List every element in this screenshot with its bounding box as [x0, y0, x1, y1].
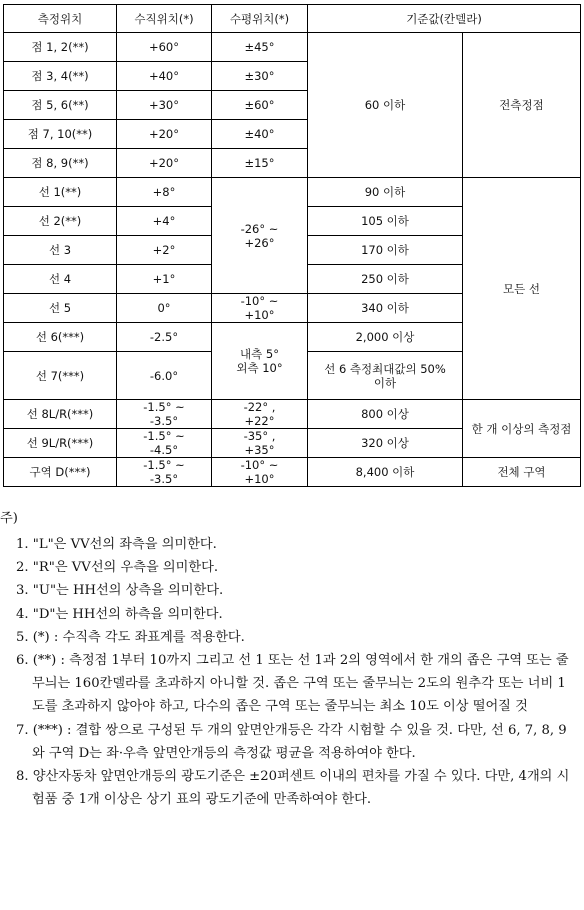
cell-v: +1°	[117, 265, 212, 294]
cell-v: +20°	[117, 149, 212, 178]
cell-v: +60°	[117, 33, 212, 62]
cell-pos: 선 2(**)	[4, 207, 117, 236]
photometric-table	[3, 4, 581, 487]
cell-inner-outer-h: 내측 5° 외측 10°	[212, 323, 308, 400]
note-item: 3. "U"는 HH선의 상측을 의미한다.	[16, 583, 224, 599]
cell-ref: 90 이하	[308, 178, 463, 207]
cell-ref: 170 이하	[308, 236, 463, 265]
cell-v: +4°	[117, 207, 212, 236]
cell-ref: 2,000 이상	[308, 323, 463, 352]
cell-points-ref: 60 이하	[308, 33, 463, 178]
header-position: 측정위치	[4, 5, 117, 33]
cell-lines-h: -26° ~ +26°	[212, 178, 308, 294]
header-horizontal: 수평위치(*)	[212, 5, 308, 33]
notes-title: 주)	[0, 511, 18, 526]
cell-pos: 점 1, 2(**)	[4, 33, 117, 62]
cell-ref: 105 이하	[308, 207, 463, 236]
cell-v: +20°	[117, 120, 212, 149]
cell-pos: 선 3	[4, 236, 117, 265]
cell-v: -6.0°	[117, 352, 212, 400]
cell-h: -10° ~ +10°	[212, 458, 308, 487]
note-item: 8. 양산자동차 앞면안개등의 광도기준은 ±20퍼센트 이내의 편차를 가질 수 있다. 다만, 4개의 시험품 중 1개 이상은 상기 표의 광도기준에 만족하여야 한다.	[16, 769, 570, 808]
cell-pos: 선 4	[4, 265, 117, 294]
note-item: 7. (***) : 결합 쌍으로 구성된 두 개의 앞면안개등은 각각 시험할 수 있을 것. 다만, 선 6, 7, 8, 9와 구역 D는 좌·우측 앞면안개등의 측정값 평균을 적용하여야 한다.	[16, 722, 567, 761]
cell-scope: 전체 구역	[463, 458, 581, 487]
note-item: 4. "D"는 HH선의 하측을 의미한다.	[16, 606, 223, 622]
cell-ref: 320 이상	[308, 429, 463, 458]
cell-pos: 선 9L/R(***)	[4, 429, 117, 458]
header-reference: 기준값(칸델라)	[308, 5, 581, 33]
cell-ref: 8,400 이하	[308, 458, 463, 487]
cell-v: -2.5°	[117, 323, 212, 352]
cell-h: -22° , +22°	[212, 400, 308, 429]
header-vertical: 수직위치(*)	[117, 5, 212, 33]
cell-one-or-more: 한 개 이상의 측정점	[463, 400, 581, 458]
notes-list	[16, 533, 576, 811]
cell-h: ±30°	[212, 62, 308, 91]
note-item: 2. "R"은 VV선의 우측을 의미한다.	[16, 560, 219, 576]
cell-ref: 800 이상	[308, 400, 463, 429]
cell-v: -1.5° ~ -3.5°	[117, 458, 212, 487]
cell-h: -10° ~ +10°	[212, 294, 308, 323]
cell-lines-scope: 모든 선	[463, 178, 581, 400]
cell-ref: 선 6 측정최대값의 50% 이하	[308, 352, 463, 400]
cell-pos: 선 8L/R(***)	[4, 400, 117, 429]
cell-pos: 선 1(**)	[4, 178, 117, 207]
note-item: 5. (*) : 수직측 각도 좌표계를 적용한다.	[16, 629, 245, 645]
cell-h: -35° , +35°	[212, 429, 308, 458]
note-item: 1. "L"은 VV선의 좌측을 의미한다.	[16, 537, 217, 552]
cell-pos: 점 3, 4(**)	[4, 62, 117, 91]
cell-v: +40°	[117, 62, 212, 91]
cell-h: ±15°	[212, 149, 308, 178]
cell-ref: 340 이하	[308, 294, 463, 323]
cell-v: -1.5° ~ -3.5°	[117, 400, 212, 429]
cell-pos: 선 7(***)	[4, 352, 117, 400]
cell-pos: 점 7, 10(**)	[4, 120, 117, 149]
cell-pos: 선 6(***)	[4, 323, 117, 352]
cell-v: 0°	[117, 294, 212, 323]
cell-h: ±40°	[212, 120, 308, 149]
cell-v: +30°	[117, 91, 212, 120]
note-item: 6. (**) : 측정점 1부터 10까지 그리고 선 1 또는 선 1과 2의 영역에서 한 개의 좁은 구역 또는 줄무늬는 160칸델라를 초과하지 아니할 것. 좁은 구역 또는 줄무늬는 2도의 원추각 또는 너비 1도를 초과하지 않아야 하고, 다수의 좁은 구역 또는 줄무늬는 최소 10도 이상 떨어질 것	[16, 653, 569, 715]
cell-ref: 250 이하	[308, 265, 463, 294]
cell-v: -1.5° ~ -4.5°	[117, 429, 212, 458]
cell-pos: 선 5	[4, 294, 117, 323]
cell-pos: 구역 D(***)	[4, 458, 117, 487]
cell-v: +8°	[117, 178, 212, 207]
cell-points-scope: 전측정점	[463, 33, 581, 178]
cell-pos: 점 5, 6(**)	[4, 91, 117, 120]
cell-pos: 점 8, 9(**)	[4, 149, 117, 178]
cell-h: ±45°	[212, 33, 308, 62]
cell-v: +2°	[117, 236, 212, 265]
cell-h: ±60°	[212, 91, 308, 120]
